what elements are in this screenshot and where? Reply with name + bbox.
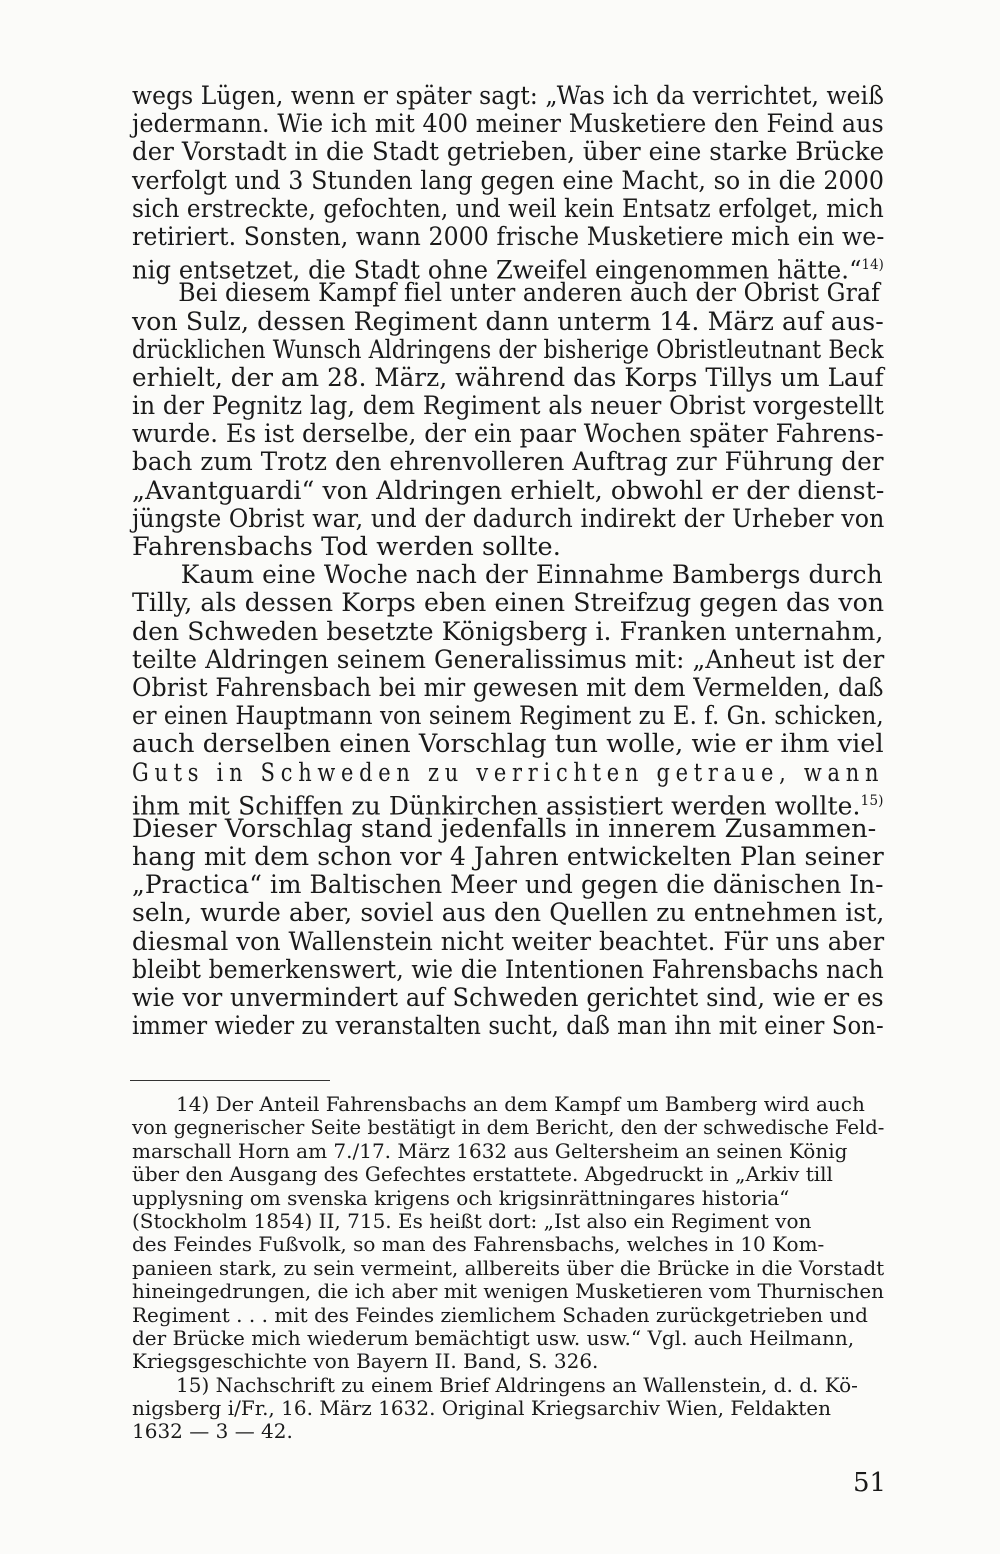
footnote-line: upplysning om svenska krigens och krigsinrättningares historia“ <box>132 1185 790 1210</box>
footnote-line: über den Ausgang des Gefechtes erstattete. Abgedruckt in „Arkiv till <box>132 1162 833 1187</box>
text-line: seln, wurde aber, soviel aus den Quellen zu entnehmen ist, <box>132 898 885 929</box>
text-line: jüngste Obrist war, und der dadurch indirekt der Urheber von <box>132 503 885 534</box>
text-line: immer wieder zu veranstalten sucht, daß man ihn mit einer Son- <box>132 1011 884 1042</box>
footnote-ref-15: 15) <box>860 792 884 809</box>
footnote-15: 15) Nachschrift zu einem Brief Aldringens an Wallenstein, d. d. Kö- <box>176 1372 858 1397</box>
text-line: wie vor unvermindert auf Schweden gerichtet sind, wie er es <box>132 983 884 1013</box>
text-line: der Vorstadt in die Stadt getrieben, über eine starke Brücke <box>132 137 885 168</box>
text-line <box>132 787 884 822</box>
footnote-line: 1632 — 3 — 42. <box>132 1419 293 1444</box>
text-line: verfolgt und 3 Stunden lang gegen eine Macht, so in die 2000 <box>132 165 885 196</box>
text-line: in der Pegnitz lag, dem Regiment als neuer Obrist vorgestellt <box>132 391 884 422</box>
text-line: Obrist Fahrensbach bei mir gewesen mit dem Vermelden, daß <box>132 672 884 703</box>
text-line: erhielt, der am 28. März, während das Korps Tillys um Lauf <box>132 362 884 393</box>
text-line: jedermann. Wie ich mit 400 meiner Musketiere den Feind aus <box>132 109 884 140</box>
footnote-line: marschall Horn am 7./17. März 1632 aus Geltersheim an seinen König <box>132 1138 848 1163</box>
text-line: er einen Hauptmann von seinem Regiment zu E. f. Gn. schicken, <box>132 701 884 732</box>
paragraph-start: Kaum eine Woche nach der Einnahme Bambergs durch <box>180 560 883 591</box>
text-line: bach zum Trotz den ehrenvolleren Auftrag zur Führung der <box>132 447 884 478</box>
text-line-content: nig entsetzet, die Stadt ohne Zweifel eingenommen hätte.“ <box>132 255 862 286</box>
text-line: Dieser Vorschlag stand jedenfalls in innerem Zusammen- <box>132 813 877 844</box>
footnote-14: 14) Der Anteil Fahrensbachs an dem Kampf um Bamberg wird auch <box>176 1092 865 1116</box>
footnote-line: panieen stark, zu sein vermeint, allbereits über die Brücke in die Vorstadt <box>132 1255 885 1280</box>
text-line: wurde. Es ist derselbe, der ein paar Wochen später Fahrens- <box>132 419 884 450</box>
footnotes <box>132 1093 884 1444</box>
footnote-line: Regiment . . . mit des Feindes ziemlichem Schaden zurückgetrieben und <box>132 1302 868 1327</box>
footnote-ref-14: 14) <box>861 257 884 274</box>
text-line-spaced: Guts in Schweden zu verrichten getraue, wann <box>132 757 885 788</box>
text-line: „Avantguardi“ von Aldringen erhielt, obwohl er der dienst- <box>132 475 885 506</box>
footnote-line: nigsberg i/Fr., 16. März 1632. Original Kriegsarchiv Wien, Feldakten <box>132 1396 831 1421</box>
text-line: sich erstreckte, gefochten, und weil kein Entsatz erfolget, mich <box>132 193 884 224</box>
text-line: auch derselben einen Vorschlag tun wolle, wie er ihm viel <box>132 729 884 760</box>
footnote-line: des Feindes Fußvolk, so man des Fahrensbachs, welches in 10 Kom- <box>132 1232 825 1257</box>
text-line: diesmal von Wallenstein nicht weiter beachtet. Für uns aber <box>132 926 885 957</box>
footnote-line: Kriegsgeschichte von Bayern II. Band, S. 326. <box>132 1349 599 1374</box>
footnote-line: hineingedrungen, die ich aber mit wenigen Musketieren vom Thurnischen <box>132 1279 884 1304</box>
text-line: den Schweden besetzte Königsberg i. Franken unternahm, <box>132 616 884 647</box>
main-text <box>132 82 884 1040</box>
text-line: drücklichen Wunsch Aldringens der bisherige Obristleutnant Beck <box>132 334 884 365</box>
text-line <box>132 251 884 286</box>
page-number: 51 <box>853 1468 887 1498</box>
text-line: von Sulz, dessen Regiment dann unterm 14. März auf aus- <box>132 306 884 337</box>
footnote-line: von gegnerischer Seite bestätigt in dem Bericht, den der schwedische Feld- <box>132 1115 885 1140</box>
text-line: „Practica“ im Baltischen Meer und gegen die dänischen In- <box>132 870 884 901</box>
footnote-divider <box>130 1080 330 1081</box>
text-line: retiriert. Sonsten, wann 2000 frische Musketiere mich ein we- <box>132 221 885 252</box>
paragraph-start: Bei diesem Kampf fiel unter anderen auch der Obrist Graf <box>178 278 880 309</box>
text-line: Tilly, als dessen Korps eben einen Streifzug gegen das von <box>132 588 885 619</box>
text-line: hang mit dem schon vor 4 Jahren entwickelten Plan seiner <box>132 842 884 873</box>
text-line: Fahrensbachs Tod werden sollte. <box>132 532 561 562</box>
text-line: teilte Aldringen seinem Generalissimus mit: „Anheut ist der <box>132 644 885 675</box>
text-line: wegs Lügen, wenn er später sagt: „Was ich da verrichtet, weiß <box>132 81 884 111</box>
text-line: bleibt bemerkenswert, wie die Intentionen Fahrensbachs nach <box>132 954 884 985</box>
footnote-line: der Brücke mich wiederum bemächtigt usw. usw.“ Vgl. auch Heilmann, <box>132 1325 855 1350</box>
footnote-line: (Stockholm 1854) II, 715. Es heißt dort: „Ist also ein Regiment von <box>132 1208 812 1233</box>
text-line-content: ihm mit Schiffen zu Dünkirchen assistiert werden wollte. <box>132 791 861 822</box>
